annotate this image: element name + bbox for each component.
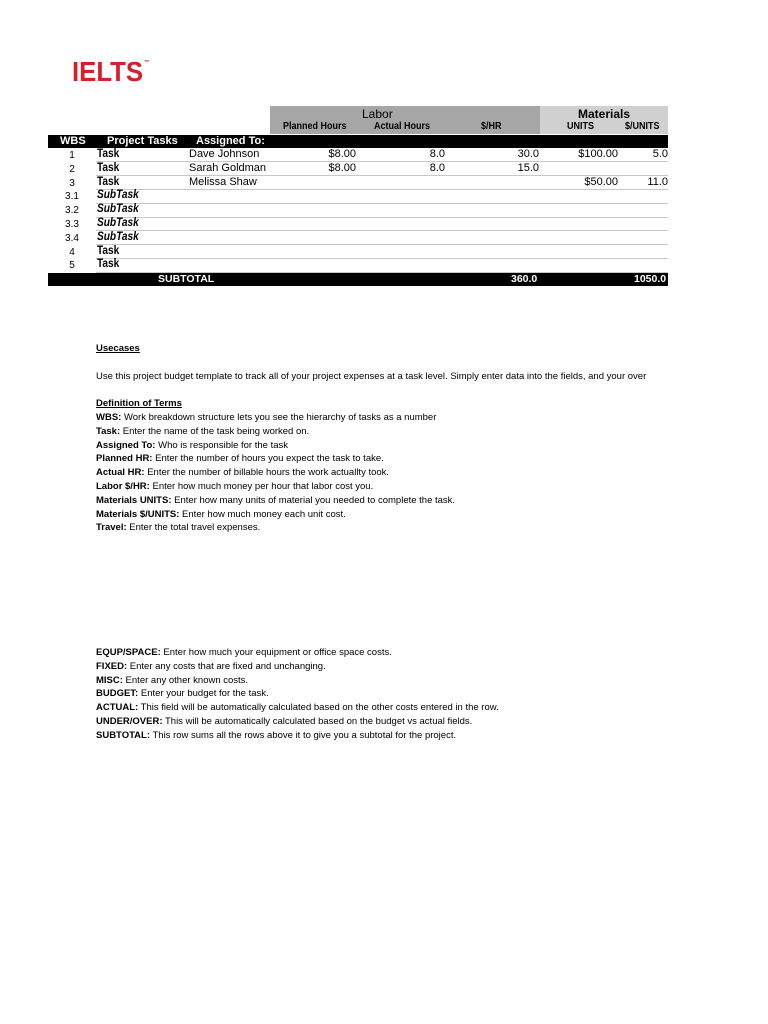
usecases-text: Use this project budget template to track all of your project expenses at a task level. Simply enter data into the fields, and your over [96, 371, 647, 382]
actual-hours-cell: 8.0 [429, 148, 445, 160]
term-label: Travel: [96, 522, 127, 534]
term-label: Materials $/UNITS: [96, 508, 180, 520]
assigned-cell: Dave Johnson [189, 148, 260, 160]
task-cell: SubTask [97, 203, 139, 216]
materials-group-title: Materials [578, 107, 631, 121]
term-description: This row sums all the rows above it to give you a subtotal for the project. [150, 729, 457, 741]
subtotal-row [48, 273, 668, 286]
actual-hours-cell: 8.0 [429, 161, 445, 174]
term-label: FIXED: [96, 660, 128, 672]
row-divider [96, 217, 668, 218]
term-line [96, 715, 499, 729]
ielts-logo [72, 56, 150, 88]
units-cell: $100.00 [578, 148, 618, 160]
subtotal-label: SUBTOTAL [158, 273, 215, 285]
per-unit-cell: 5.0 [652, 148, 668, 160]
term-line [96, 521, 455, 535]
term-label: MISC: [96, 674, 123, 686]
wbs-cell: 2 [69, 163, 75, 175]
logo-text: IELTS [72, 56, 144, 87]
term-description: Enter the name of the task being worked on. [120, 425, 310, 437]
definitions-heading: Definition of Terms [96, 398, 182, 409]
term-line [96, 729, 499, 743]
subtotal-labor: 360.0 [511, 273, 538, 285]
task-cell: Task [97, 258, 120, 271]
header-wbs: WBS [60, 135, 86, 147]
term-description: Enter the number of hours you expect the task to take. [152, 453, 384, 465]
term-label: WBS: [96, 412, 122, 423]
row-divider [96, 203, 668, 204]
term-line [96, 466, 455, 480]
term-line [96, 452, 455, 466]
per-unit-cell: 11.0 [647, 175, 668, 188]
term-description: Enter the total travel expenses. [126, 522, 261, 534]
term-line [96, 508, 455, 522]
definitions-list [96, 411, 455, 535]
term-description: Enter your budget for the task. [138, 688, 269, 700]
term-description: Enter how much money per hour that labor cost you. [149, 480, 374, 492]
task-cell: SubTask [97, 189, 139, 202]
term-description: Who is responsible for the task [155, 439, 289, 451]
row-divider [96, 230, 668, 231]
term-label: Planned HR: [96, 453, 153, 465]
term-label: ACTUAL: [96, 702, 139, 714]
task-cell: Task [97, 148, 120, 160]
term-label: Labor $/HR: [96, 480, 150, 492]
term-label: EQUP/SPACE: [96, 647, 161, 658]
row-divider [96, 244, 668, 245]
task-cell: SubTask [97, 217, 139, 229]
term-line [96, 660, 499, 674]
rate-cell: 30.0 [517, 148, 539, 160]
term-line [96, 425, 455, 439]
units-cell: $50.00 [584, 175, 618, 188]
term-description: Enter how much your equipment or office space costs. [160, 647, 392, 658]
term-line [96, 480, 455, 494]
logo-trademark: ™ [144, 60, 150, 66]
term-line [96, 674, 499, 688]
term-description: Enter any other known costs. [122, 674, 249, 686]
term-label: BUDGET: [96, 688, 139, 700]
term-description: Enter how much money each unit cost. [179, 508, 346, 520]
term-description: This field will be automatically calculated based on the other costs entered in the row. [138, 702, 499, 714]
wbs-cell: 5 [69, 260, 75, 272]
term-label: Materials UNITS: [96, 494, 172, 506]
subtotal-underline [270, 286, 670, 288]
term-line [96, 687, 499, 701]
row-divider [96, 258, 668, 259]
term-description: Work breakdown structure lets you see the hierarchy of tasks as a number [121, 412, 437, 423]
wbs-cell: 3.1 [65, 191, 79, 203]
col-per-unit: $/UNITS [625, 121, 660, 132]
term-description: Enter the number of billable hours the work actuallty took. [144, 467, 390, 479]
term-description: This will be automatically calculated based on the budget vs actual fields. [162, 715, 473, 727]
header-project-tasks: Project Tasks [107, 135, 178, 147]
header-assigned-to: Assigned To: [196, 135, 265, 147]
col-rate: $/HR [481, 121, 502, 132]
term-line [96, 494, 455, 508]
labor-group-title: Labor [362, 107, 393, 121]
task-cell: Task [97, 244, 120, 257]
col-planned-hours: Planned Hours [283, 121, 347, 132]
term-description: Enter any costs that are fixed and unchanging. [127, 660, 326, 672]
task-cell: Task [97, 161, 120, 174]
wbs-cell: 3 [69, 177, 75, 189]
term-line [96, 411, 455, 425]
wbs-cell: 3.4 [65, 232, 79, 244]
term-line [96, 439, 455, 453]
term-label: Assigned To: [96, 439, 156, 451]
wbs-cell: 3.3 [65, 219, 79, 230]
assigned-cell: Sarah Goldman [189, 161, 267, 174]
usecases-heading: Usecases [96, 343, 140, 354]
rate-cell: 15.0 [517, 161, 539, 174]
task-cell: SubTask [97, 230, 139, 243]
col-units: UNITS [567, 121, 594, 132]
term-description: Enter how many units of material you needed to complete the task. [171, 494, 456, 506]
wbs-cell: 4 [69, 246, 75, 258]
term-label: Actual HR: [96, 467, 145, 479]
term-line [96, 701, 499, 715]
row-divider [96, 189, 668, 190]
term-label: Task: [96, 425, 121, 437]
term-line [96, 646, 499, 660]
term-label: SUBTOTAL: [96, 729, 151, 741]
row-divider [96, 161, 668, 162]
subtotal-materials: 1050.0 [634, 273, 667, 285]
definitions-list-2 [96, 646, 499, 743]
term-label: UNDER/OVER: [96, 715, 163, 727]
planned-hours-cell: $8.00 [328, 161, 356, 174]
col-actual-hours: Actual Hours [374, 121, 431, 132]
wbs-cell: 1 [69, 150, 75, 161]
planned-hours-cell: $8.00 [328, 148, 356, 160]
row-divider [96, 175, 668, 176]
wbs-cell: 3.2 [65, 205, 79, 217]
assigned-cell: Melissa Shaw [189, 175, 257, 188]
task-cell: Task [97, 175, 120, 188]
